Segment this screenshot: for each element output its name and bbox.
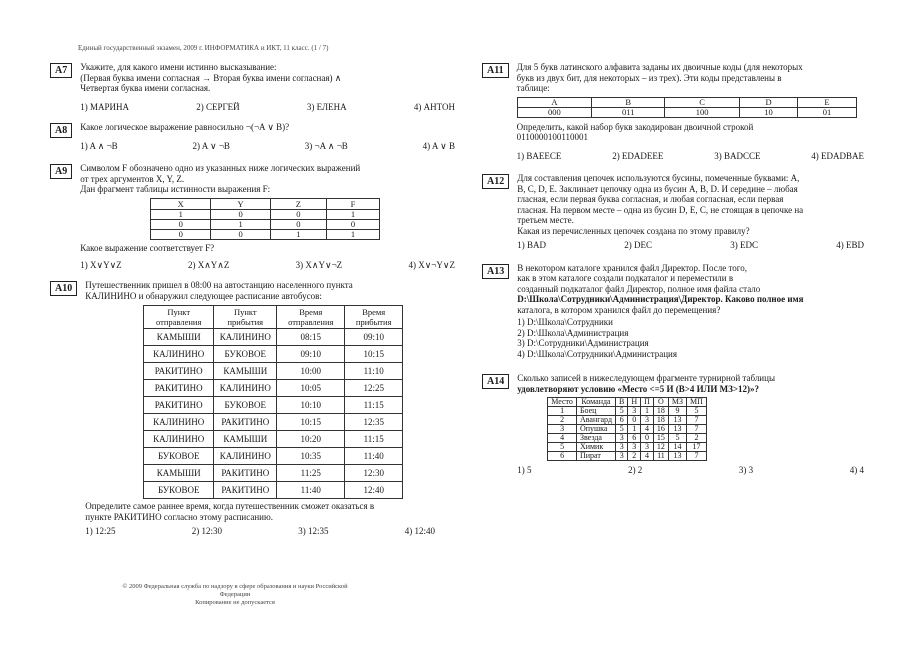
question-text: Укажите, для какого имени истинно высказывание: bbox=[80, 62, 277, 72]
answer-option[interactable]: 1) A ∧ ¬B bbox=[80, 140, 118, 151]
question-body bbox=[80, 163, 455, 270]
answer-options bbox=[80, 141, 455, 152]
table-cell: 10:10 bbox=[277, 397, 345, 414]
answer-option[interactable]: 1) 12:25 bbox=[85, 526, 116, 536]
answer-option[interactable]: 4) A ∨ B bbox=[422, 140, 455, 151]
table-cell: Пират bbox=[576, 452, 615, 461]
table-cell: 0 bbox=[151, 220, 211, 230]
question-text: Дан фрагмент таблицы истинности выражения F: bbox=[80, 184, 271, 194]
question-text: Путешественник пришел в 08:00 на автостанцию населенного пункта bbox=[85, 280, 353, 290]
table-cell: 09:10 bbox=[345, 329, 403, 346]
table-cell: 5 bbox=[687, 407, 707, 416]
table-row bbox=[144, 465, 403, 482]
table-cell: РАКИТИНО bbox=[144, 397, 214, 414]
code-table bbox=[517, 97, 857, 118]
table-cell: КАЛИНИНО bbox=[144, 414, 214, 431]
question-number: A12 bbox=[482, 174, 509, 189]
question-a13 bbox=[482, 263, 864, 360]
table-header: D bbox=[739, 97, 797, 107]
table-header: B bbox=[592, 97, 665, 107]
question-body bbox=[517, 173, 864, 251]
table-cell: 01 bbox=[798, 107, 856, 117]
table-cell: 1 bbox=[151, 210, 211, 220]
answer-option[interactable]: 2) 12:30 bbox=[191, 526, 222, 536]
table-header: Команда bbox=[576, 398, 615, 407]
question-text: гласная, если первая буква согласная, и любая согласная, если первая bbox=[517, 194, 784, 204]
footer-line: Копирование не допускается bbox=[195, 599, 275, 606]
question-body bbox=[80, 62, 455, 112]
table-cell: РАКИТИНО bbox=[214, 465, 277, 482]
table-header: О bbox=[653, 398, 668, 407]
question-text: Какое логическое выражение равносильно ¬(¬A ∨ B)? bbox=[80, 122, 290, 132]
table-cell: 11:10 bbox=[345, 363, 403, 380]
table-cell: 1 bbox=[628, 425, 641, 434]
table-cell: 17 bbox=[687, 443, 707, 452]
tournament-table bbox=[547, 397, 707, 461]
question-text: как в этом каталоге создали подкаталог и переместили в bbox=[517, 273, 734, 283]
bus-schedule-table bbox=[143, 305, 403, 499]
table-cell: 12:30 bbox=[345, 465, 403, 482]
question-a11 bbox=[482, 62, 864, 161]
question-text: В некотором каталоге хранился файл Директор. После того, bbox=[517, 262, 747, 273]
table-cell: 5 bbox=[616, 425, 628, 434]
question-text: B, C, D, E. Заклинает цепочку одна из бусин A, B, D. И середине – любая bbox=[517, 183, 798, 194]
page-header: Единый государственный экзамен, 2009 г. ИНФОРМАТИКА и ИКТ, 11 класс. (1 / 7) bbox=[78, 44, 329, 52]
table-cell: 13 bbox=[668, 416, 686, 425]
footer-line: © 2009 Федеральная служба по надзору в сфере образования и науки Российской Федерации bbox=[122, 583, 348, 598]
question-a10 bbox=[50, 280, 455, 537]
question-number: A13 bbox=[482, 264, 509, 279]
question-text: Определить, какой набор букв закодирован двоичной строкой bbox=[516, 121, 754, 132]
table-cell: 11:15 bbox=[345, 431, 403, 448]
table-cell: 0 bbox=[151, 230, 211, 240]
table-cell: 0 bbox=[211, 230, 271, 240]
table-cell: 5 bbox=[616, 407, 628, 416]
table-cell: 2 bbox=[628, 452, 641, 461]
table-row bbox=[548, 443, 707, 452]
table-cell: 4 bbox=[548, 434, 577, 443]
table-cell: РАКИТИНО bbox=[214, 414, 277, 431]
table-header: C bbox=[665, 97, 739, 107]
question-text: третьем месте. bbox=[517, 215, 574, 225]
table-cell: 14 bbox=[668, 443, 686, 452]
table-row bbox=[144, 431, 403, 448]
table-row bbox=[144, 346, 403, 363]
table-cell: 2 bbox=[687, 434, 707, 443]
question-text: КАЛИНИНО и обнаружил следующее расписание автобусов: bbox=[85, 290, 322, 301]
table-cell: РАКИТИНО bbox=[144, 363, 214, 380]
table-cell: 10:00 bbox=[277, 363, 345, 380]
question-body bbox=[80, 122, 455, 151]
table-header: Пункт отправления bbox=[144, 306, 214, 329]
question-text: (Первая буква имени согласная → Вторая буква имени согласная) ∧ bbox=[80, 72, 342, 83]
question-number: A8 bbox=[50, 123, 72, 138]
answer-option[interactable]: 3) EDC bbox=[730, 240, 758, 250]
table-cell: 100 bbox=[665, 107, 739, 117]
answer-option[interactable]: 2) X∧Y∧Z bbox=[187, 259, 230, 270]
question-text: Сколько записей в нижеследующем фрагменте турнирной таблицы bbox=[517, 373, 775, 383]
table-header: Место bbox=[548, 398, 577, 407]
table-cell: 0 bbox=[271, 210, 327, 220]
table-cell: 6 bbox=[628, 434, 641, 443]
question-text: удовлетворяют условию «Место <=5 И (В>4 ИЛИ МЗ>12)»? bbox=[517, 383, 760, 394]
table-cell: Химик bbox=[576, 443, 615, 452]
table-cell: БУКОВОЕ bbox=[214, 397, 277, 414]
answer-option[interactable]: 2) СЕРГЕЙ bbox=[196, 101, 240, 112]
table-cell: 0 bbox=[641, 434, 654, 443]
answer-option[interactable]: 4) АНТОН bbox=[413, 101, 455, 112]
table-cell: 7 bbox=[687, 416, 707, 425]
table-cell: КАМЫШИ bbox=[144, 465, 214, 482]
table-cell: 18 bbox=[653, 407, 668, 416]
table-row bbox=[151, 210, 380, 220]
answer-option[interactable]: 3) X∧Y∨¬Z bbox=[295, 259, 343, 270]
question-a14 bbox=[482, 373, 864, 476]
answer-option[interactable]: 1) 5 bbox=[517, 465, 532, 475]
answer-option[interactable]: 2) D:\Школа\Администрация bbox=[517, 327, 629, 338]
question-text: Четвертая буква имени согласная. bbox=[80, 83, 211, 93]
question-number: A14 bbox=[482, 374, 509, 389]
table-cell: 3 bbox=[548, 425, 577, 434]
table-header: П bbox=[641, 398, 654, 407]
table-header: Y bbox=[211, 198, 271, 210]
table-cell: 6 bbox=[616, 416, 628, 425]
table-cell: 12 bbox=[653, 443, 668, 452]
table-header: Z bbox=[271, 198, 327, 210]
table-cell: 3 bbox=[641, 416, 654, 425]
table-cell: 6 bbox=[548, 452, 577, 461]
table-cell: КАЛИНИНО bbox=[214, 329, 277, 346]
answer-option[interactable]: 4) EDADBAE bbox=[811, 150, 864, 161]
table-cell: 1 bbox=[641, 407, 654, 416]
table-row bbox=[151, 220, 380, 230]
table-cell: Авангард bbox=[576, 416, 615, 425]
table-cell: 11:15 bbox=[345, 397, 403, 414]
answer-option[interactable]: 4) 12:40 bbox=[404, 526, 435, 536]
answer-option[interactable]: 2) A ∨ ¬B bbox=[192, 140, 230, 151]
question-text: Какая из перечисленных цепочек создана по этому правилу? bbox=[517, 225, 750, 236]
table-cell: Боец bbox=[576, 407, 615, 416]
question-text: гласная. На первом месте – одна из бусин D, E, C, не стоящая в цепочке на bbox=[517, 204, 804, 215]
table-cell: 09:10 bbox=[277, 346, 345, 363]
table-cell: 0 bbox=[211, 210, 271, 220]
answer-option[interactable]: 4) 4 bbox=[849, 465, 864, 475]
question-text: созданный подкаталог файл Директор, полное имя файла стало bbox=[517, 283, 761, 294]
table-row bbox=[548, 407, 707, 416]
answer-option[interactable]: 4) D:\Школа\Сотрудники\Администрация bbox=[517, 348, 678, 359]
table-cell: 3 bbox=[628, 407, 641, 416]
question-text: 0110000100110001 bbox=[516, 132, 589, 142]
answer-option[interactable]: 4) X∨¬Y∨Z bbox=[408, 259, 455, 270]
table-cell: 4 bbox=[641, 452, 654, 461]
table-cell: 10:35 bbox=[277, 448, 345, 465]
answer-options bbox=[517, 240, 864, 251]
answer-option[interactable]: 3) 12:35 bbox=[298, 526, 329, 536]
table-cell: 3 bbox=[628, 443, 641, 452]
table-cell: 9 bbox=[668, 407, 686, 416]
right-column bbox=[482, 62, 864, 482]
question-text: каталога, в котором хранился файл до перемещения? bbox=[517, 304, 721, 315]
question-body bbox=[85, 280, 455, 537]
question-a12 bbox=[482, 173, 864, 251]
table-cell: 10:15 bbox=[345, 346, 403, 363]
table-row bbox=[144, 380, 403, 397]
table-row bbox=[548, 452, 707, 461]
table-cell: 7 bbox=[687, 452, 707, 461]
table-header: МП bbox=[687, 398, 707, 407]
table-header: В bbox=[616, 398, 628, 407]
question-number: A11 bbox=[482, 63, 509, 78]
table-cell: 3 bbox=[616, 443, 628, 452]
table-cell: 1 bbox=[326, 230, 380, 240]
question-text: D:\Школа\Сотрудники\Администрация\Директор. Каково полное имя bbox=[517, 294, 804, 304]
question-body bbox=[517, 62, 864, 161]
question-number: A10 bbox=[50, 281, 77, 296]
question-number: A7 bbox=[50, 63, 72, 78]
table-row bbox=[151, 230, 380, 240]
table-header: Н bbox=[628, 398, 641, 407]
answer-option[interactable]: 2) DEC bbox=[624, 240, 652, 250]
answer-option[interactable]: 1) BAD bbox=[517, 240, 546, 250]
table-cell: 3 bbox=[616, 434, 628, 443]
table-cell: 011 bbox=[592, 107, 665, 117]
table-cell: 11:40 bbox=[345, 448, 403, 465]
table-cell: 0 bbox=[628, 416, 641, 425]
table-cell: Опушка bbox=[576, 425, 615, 434]
table-cell: 5 bbox=[548, 443, 577, 452]
truth-table bbox=[150, 198, 380, 241]
answer-option[interactable]: 3) 3 bbox=[738, 465, 754, 475]
answer-option[interactable]: 3) ЕЛЕНА bbox=[306, 101, 347, 112]
table-cell: КАМЫШИ bbox=[214, 363, 277, 380]
table-row bbox=[548, 425, 707, 434]
answer-options bbox=[80, 260, 455, 271]
table-cell: 1 bbox=[211, 220, 271, 230]
answer-option[interactable]: 4) EBD bbox=[836, 240, 864, 250]
table-header: Пункт прибытия bbox=[214, 306, 277, 329]
table-header: МЗ bbox=[668, 398, 686, 407]
question-a9 bbox=[50, 163, 455, 270]
table-cell: 12:40 bbox=[345, 482, 403, 499]
table-row bbox=[548, 416, 707, 425]
answer-option[interactable]: 2) 2 bbox=[628, 465, 643, 475]
table-cell: 0 bbox=[271, 220, 327, 230]
table-cell: 13 bbox=[668, 425, 686, 434]
answer-options bbox=[80, 102, 455, 113]
table-cell: КАМЫШИ bbox=[144, 329, 214, 346]
answer-option[interactable]: 1) D:\Школа\Сотрудники bbox=[517, 317, 613, 327]
table-header: X bbox=[151, 198, 211, 210]
table-cell: КАЛИНИНО bbox=[144, 431, 214, 448]
table-cell: 08:15 bbox=[277, 329, 345, 346]
answer-option[interactable]: 3) BADCCE bbox=[714, 150, 761, 161]
table-cell: 1 bbox=[548, 407, 577, 416]
answer-option[interactable]: 2) EDADEEE bbox=[612, 150, 664, 161]
table-cell: 4 bbox=[641, 425, 654, 434]
question-body bbox=[517, 373, 864, 476]
question-text: Определите самое раннее время, когда путешественник сможет оказаться в bbox=[85, 501, 375, 511]
question-body bbox=[517, 263, 864, 360]
answer-option[interactable]: 3) ¬A ∧ ¬B bbox=[304, 140, 348, 151]
table-header: Время прибытия bbox=[345, 306, 403, 329]
table-cell: 0 bbox=[326, 220, 380, 230]
table-cell: 5 bbox=[668, 434, 686, 443]
table-cell: 1 bbox=[326, 210, 380, 220]
table-cell: КАЛИНИНО bbox=[214, 380, 277, 397]
answer-option[interactable]: 1) X∨Y∨Z bbox=[80, 259, 122, 270]
table-cell: 000 bbox=[517, 107, 591, 117]
table-cell: КАМЫШИ bbox=[214, 431, 277, 448]
table-cell: 15 bbox=[653, 434, 668, 443]
table-row bbox=[144, 397, 403, 414]
table-cell: 3 bbox=[616, 452, 628, 461]
table-cell: РАКИТИНО bbox=[214, 482, 277, 499]
question-a7 bbox=[50, 62, 455, 112]
table-header: F bbox=[326, 198, 380, 210]
table-cell: 11 bbox=[653, 452, 668, 461]
table-cell: 10:15 bbox=[277, 414, 345, 431]
table-row bbox=[144, 329, 403, 346]
answer-options bbox=[85, 526, 455, 537]
table-cell: 11:40 bbox=[277, 482, 345, 499]
table-cell: 12:25 bbox=[345, 380, 403, 397]
table-row bbox=[517, 107, 856, 117]
table-header: A bbox=[517, 97, 591, 107]
question-number: A9 bbox=[50, 164, 72, 179]
table-cell: 10:20 bbox=[277, 431, 345, 448]
table-cell: 3 bbox=[641, 443, 654, 452]
table-cell: 10:05 bbox=[277, 380, 345, 397]
table-cell: 1 bbox=[271, 230, 327, 240]
table-cell: 2 bbox=[548, 416, 577, 425]
question-text: Символом F обозначено одно из указанных ниже логических выражений bbox=[80, 163, 361, 173]
page-footer bbox=[120, 583, 350, 607]
table-header: E bbox=[798, 97, 856, 107]
table-cell: 13 bbox=[668, 452, 686, 461]
table-cell: КАЛИНИНО bbox=[144, 346, 214, 363]
table-cell: 10 bbox=[739, 107, 797, 117]
table-cell: РАКИТИНО bbox=[144, 380, 214, 397]
table-cell: 16 bbox=[653, 425, 668, 434]
table-row bbox=[144, 363, 403, 380]
question-text: от трех аргументов X, Y, Z. bbox=[80, 173, 185, 184]
answer-options bbox=[517, 151, 864, 162]
table-cell: 11:25 bbox=[277, 465, 345, 482]
table-header: Время отправления bbox=[277, 306, 345, 329]
answer-options bbox=[517, 465, 864, 476]
question-text: таблице: bbox=[516, 83, 550, 93]
table-row bbox=[144, 482, 403, 499]
question-text: Для составления цепочек используются бусины, помеченные буквами: A, bbox=[517, 173, 800, 183]
table-row bbox=[144, 414, 403, 431]
table-cell: 18 bbox=[653, 416, 668, 425]
table-cell: 12:35 bbox=[345, 414, 403, 431]
table-cell: БУКОВОЕ bbox=[214, 346, 277, 363]
table-cell: БУКОВОЕ bbox=[144, 448, 214, 465]
table-cell: 7 bbox=[687, 425, 707, 434]
left-column bbox=[50, 62, 455, 543]
table-cell: КАЛИНИНО bbox=[214, 448, 277, 465]
table-row bbox=[144, 448, 403, 465]
answer-option[interactable]: 3) D:\Сотрудники\Администрация bbox=[517, 338, 649, 348]
question-text: Какое выражение соответствует F? bbox=[80, 243, 215, 253]
table-cell: БУКОВОЕ bbox=[144, 482, 214, 499]
answer-option[interactable]: 1) BAEECE bbox=[516, 150, 562, 161]
question-text: пункте РАКИТИНО согласно этому расписанию. bbox=[85, 511, 273, 522]
question-a8 bbox=[50, 122, 455, 151]
question-text: Для 5 букв латинского алфавита заданы их двоичные коды (для некоторых bbox=[516, 62, 803, 72]
answer-option[interactable]: 1) МАРИНА bbox=[80, 101, 129, 112]
table-row bbox=[548, 434, 707, 443]
table-cell: Звезда bbox=[576, 434, 615, 443]
question-text: букв из двух бит, для некоторых – из трех). Эти коды представлены в bbox=[516, 72, 782, 83]
